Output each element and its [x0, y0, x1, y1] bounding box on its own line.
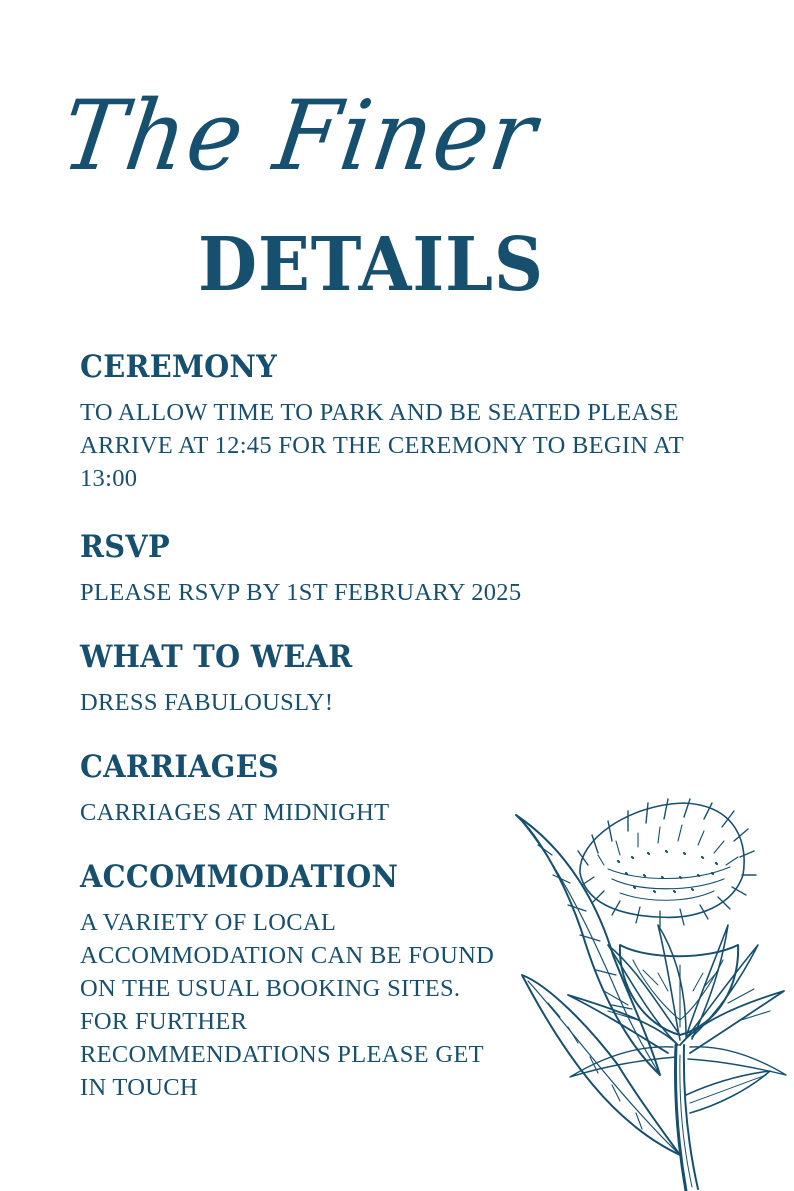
section-body: TO ALLOW TIME TO PARK AND BE SEATED PLEASE ARRIVE AT 12:45 FOR THE CEREMONY TO BEGIN AT 13:00 — [80, 398, 684, 492]
script-title: The Finer — [55, 79, 545, 192]
page-title: DETAILS — [198, 222, 545, 308]
section-heading: RSVP — [80, 529, 170, 565]
section-heading: CEREMONY — [80, 349, 278, 385]
section-body: CARRIAGES AT MIDNIGHT — [80, 798, 390, 826]
section-heading: CARRIAGES — [80, 749, 280, 785]
section-body: PLEASE RSVP BY 1ST FEBRUARY 2025 — [80, 578, 522, 606]
section-heading: WHAT TO WEAR — [80, 639, 353, 675]
section-body: DRESS FABULOUSLY! — [80, 688, 334, 716]
section-what-to-wear — [80, 640, 720, 719]
section-rsvp — [80, 530, 720, 609]
section-ceremony — [80, 350, 720, 495]
section-accommodation — [80, 860, 500, 1104]
section-carriages — [80, 750, 500, 829]
section-body: A VARIETY OF LOCAL ACCOMMODATION CAN BE FOUND ON THE USUAL BOOKING SITES. FOR FURTHER RECOMMENDATIONS PLEASE GET IN TOUCH — [80, 908, 495, 1101]
section-heading: ACCOMMODATION — [80, 859, 399, 895]
thistle-flower-icon — [508, 795, 790, 1191]
